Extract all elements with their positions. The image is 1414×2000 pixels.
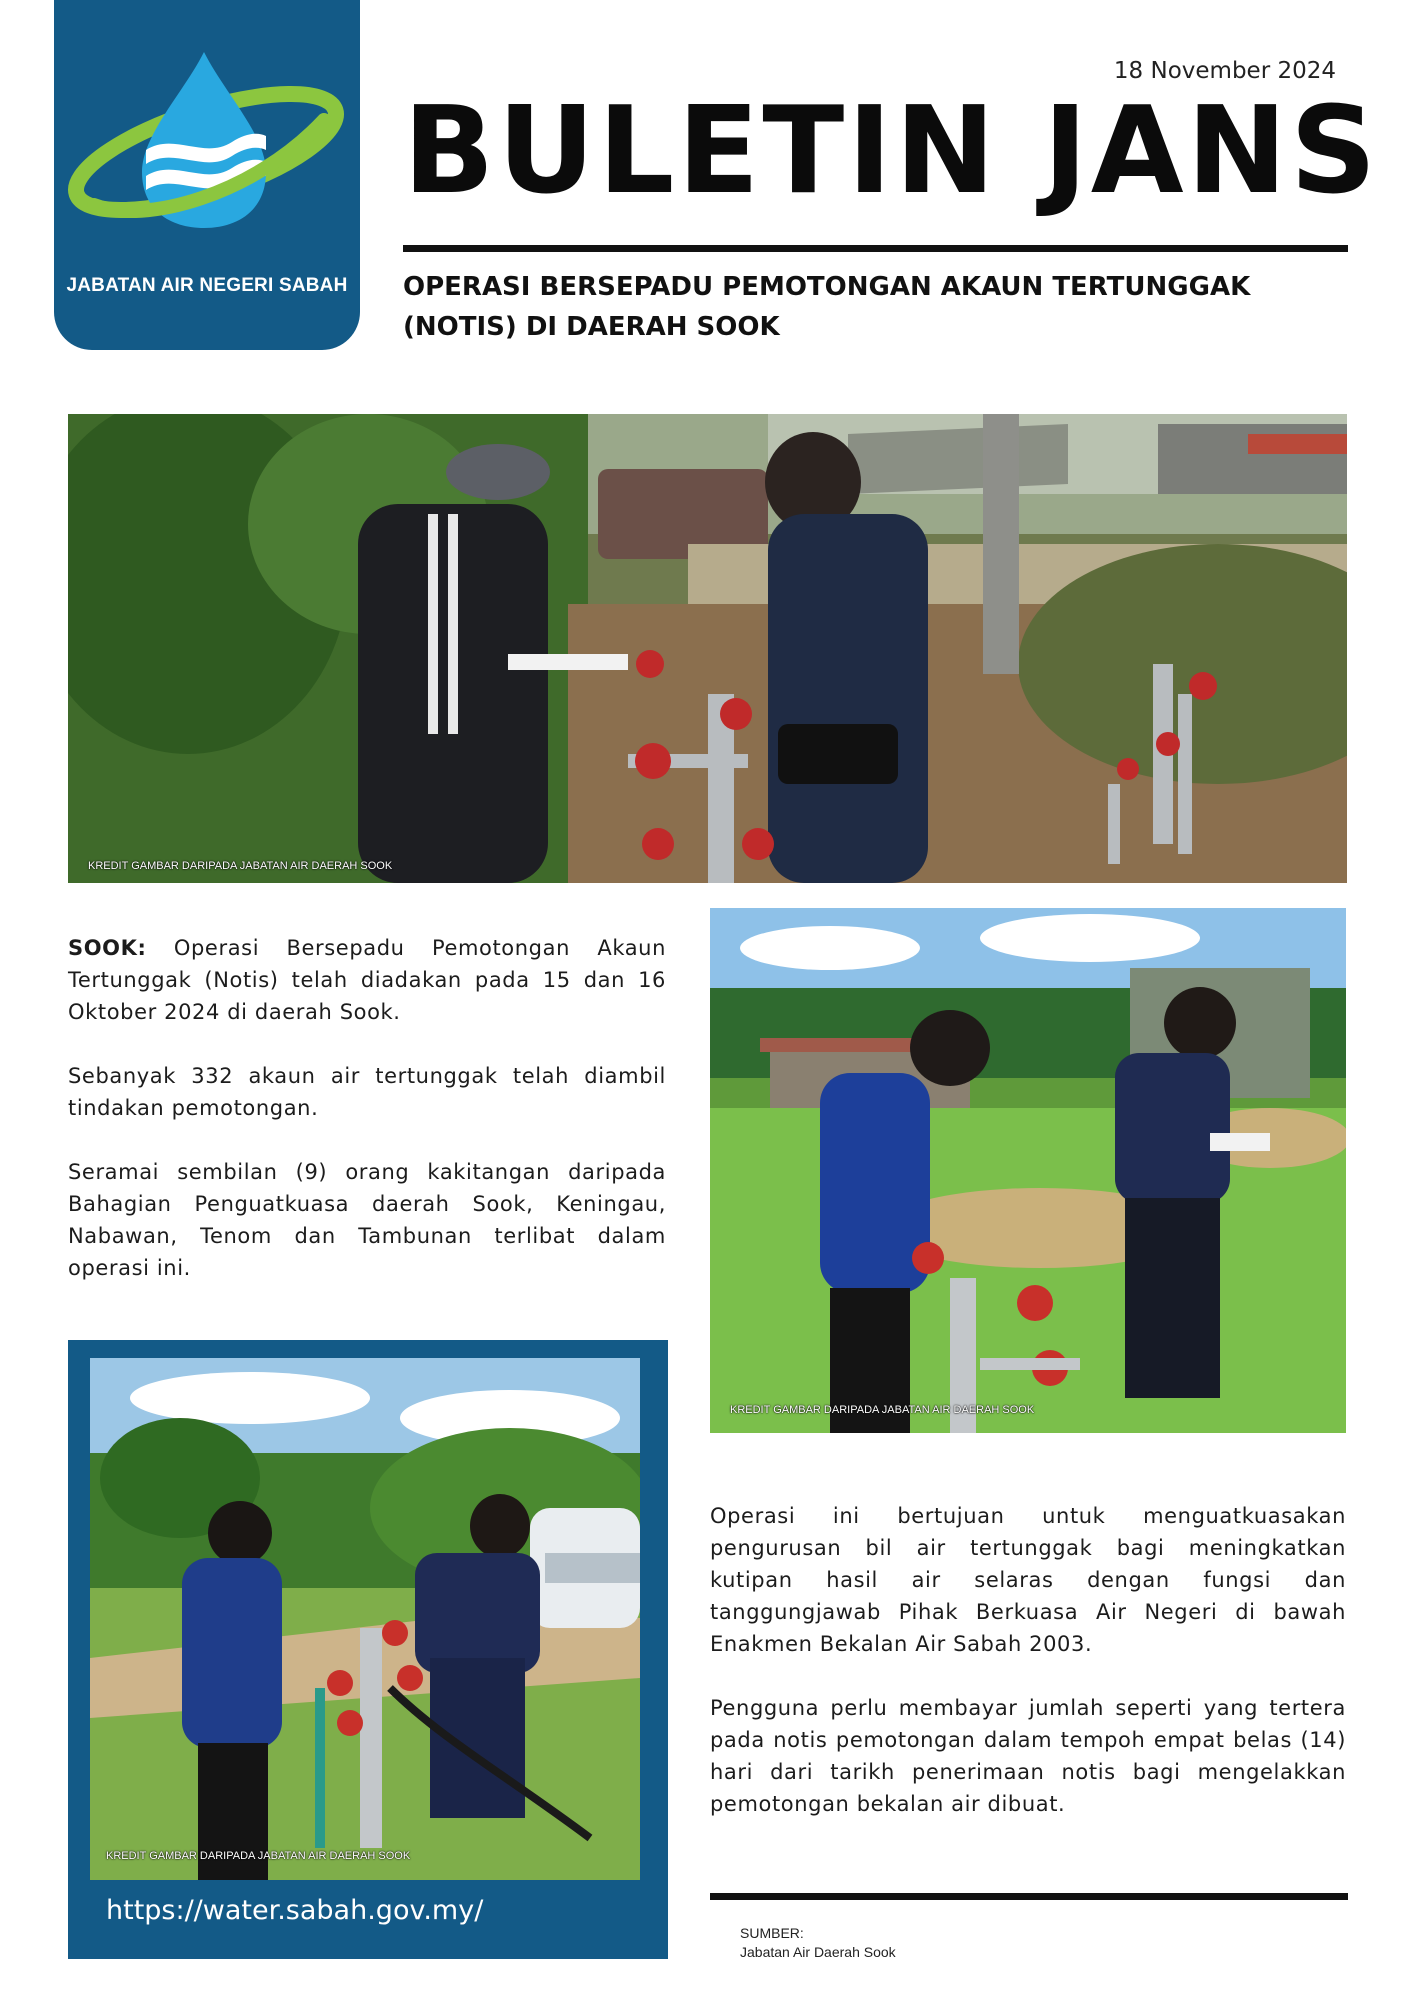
- logo-block: [54, 0, 360, 350]
- staff-paragraph: Seramai sembilan (9) orang kakitangan daripada Bahagian Penguatkuasa daerah Sook, Keningau, Nabawan, Tenom dan Tambunan terlibat dalam operasi ini.: [68, 1160, 666, 1280]
- bulletin-title: BULETIN JANS: [403, 82, 1380, 221]
- photo-meter-inspection-field: [710, 908, 1346, 1433]
- photo-credit: KREDIT GAMBAR DARIPADA JABATAN AIR DAERAH SOOK: [106, 1850, 411, 1862]
- article-headline: OPERASI BERSEPADU PEMOTONGAN AKAUN TERTUNGGAK (NOTIS) DI DAERAH SOOK: [403, 272, 1251, 342]
- bulletin-date: 18 November 2024: [1113, 58, 1336, 84]
- water-drop-logo-icon: [54, 0, 360, 260]
- lead-text: Operasi Bersepadu Pemotongan Akaun Tertunggak (Notis) telah diadakan pada 15 dan 16 Oktober 2024 di daerah Sook.: [68, 936, 666, 1024]
- lead-label: SOOK:: [68, 936, 147, 960]
- source-label: SUMBER:: [740, 1925, 804, 1941]
- photo-credit: KREDIT GAMBAR DARIPADA JABATAN AIR DAERAH SOOK: [730, 1404, 1035, 1416]
- photo-meter-inspection-wide: [68, 414, 1347, 883]
- organization-name: JABATAN AIR NEGERI SABAH: [66, 275, 348, 296]
- purpose-paragraph: Operasi ini bertujuan untuk menguatkuasakan pengurusan bil air tertunggak bagi meningkatkan kutipan hasil air selaras dengan fungsi dan tanggungjawab Pihak Berkuasa Air Negeri di bawah Enakmen Bekalan Air Sabah 2003.: [710, 1504, 1346, 1656]
- source-divider: [710, 1893, 1348, 1900]
- source-block: [740, 1924, 896, 1962]
- title-divider: [403, 245, 1348, 252]
- photo-meter-inspection-roadside: [90, 1358, 640, 1880]
- website-url: https://water.sabah.gov.my/: [106, 1895, 484, 1926]
- lead-paragraph: [68, 932, 666, 1028]
- source-name: Jabatan Air Daerah Sook: [740, 1944, 896, 1960]
- photo-credit: KREDIT GAMBAR DARIPADA JABATAN AIR DAERAH SOOK: [88, 860, 393, 872]
- accounts-paragraph: Sebanyak 332 akaun air tertunggak telah diambil tindakan pemotongan.: [68, 1064, 666, 1120]
- payment-notice-paragraph: Pengguna perlu membayar jumlah seperti yang tertera pada notis pemotongan dalam tempoh empat belas (14) hari dari tarikh penerimaan notis bagi mengelakkan pemotongan bekalan air dibuat.: [710, 1696, 1346, 1816]
- photo-panel: [68, 1340, 668, 1959]
